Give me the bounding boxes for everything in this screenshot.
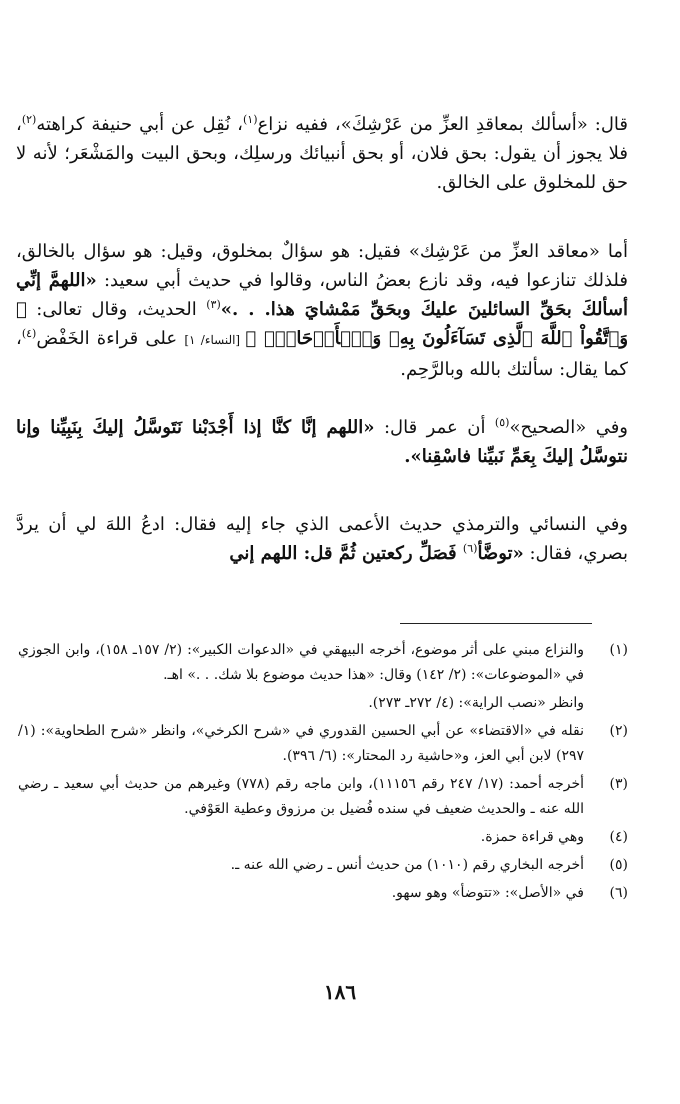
- footnote-marker: (٥): [494, 416, 510, 429]
- footnote-text: في «الأصل»: «تتوضأ» وهو سهو.: [391, 885, 584, 901]
- footnote-2: [18, 719, 628, 769]
- paragraph-2: [16, 237, 628, 384]
- text-run: أما «معاقد العزِّ من عَرْشِك» فقيل: هو سؤالٌ بمخلوق، وقيل: هو سؤال بالخالق، فلذلك تنازعوا فيه، وقد نازع بعضُ الناس، وقالوا في حديث أبي سعيد:: [16, 241, 628, 291]
- footnote-1: [18, 638, 628, 688]
- footnote-number: (٤): [609, 829, 628, 845]
- page-number: ١٨٦: [323, 980, 357, 1004]
- quoted-text: «اللهمَّ إنِّي أسألكَ بحَقِّ السائلينَ عليكَ وبحَقِّ مَمْشايَ هذا. . .»: [16, 270, 628, 320]
- footnote-text: أخرجه البخاري رقم (١٠١٠) من حديث أنس ـ رضي الله عنه ـ.: [230, 857, 584, 873]
- text-run: الحديث، وقال تعالى:: [26, 299, 207, 320]
- footnote-number: (٥): [609, 857, 628, 873]
- text-run: أن عمر قال:: [374, 417, 495, 438]
- quoted-text: ﴿ وَٱتَّقُواْ ٱللَّهَ ٱلَّذِى تَسَآءَلُونَ بِهِۦ وَٱلۡأَرۡحَامَۚ ﴾: [16, 299, 629, 349]
- footnote-1-extra: وانظر «نصب الراية»: (٤/ ٢٧٢ـ ٢٧٣).: [368, 695, 584, 711]
- footnote-text: نقله في «الاقتضاء» عن أبي الحسين القدوري في «شرح الكرخي»، وانظر «شرح الطحاوية»: (١/ ٢٩٧) لابن أبي العز، و«حاشية رد المحتار»: (٦/ ٣٩٦).: [18, 723, 584, 764]
- footnote-number: (٣): [609, 776, 628, 792]
- footnote-number: (٦): [609, 885, 628, 901]
- footnote-marker: (١): [242, 113, 258, 126]
- footnote-marker: (٤): [21, 327, 37, 340]
- footnote-text: وهي قراءة حمزة.: [480, 829, 584, 845]
- footnote-text: والنزاع مبني على أثر موضوع، أخرجه البيهقي في «الدعوات الكبير»: (٢/ ١٥٧ـ ١٥٨)، وابن الجوزي في «الموضوعات»: (٢/ ١٤٢) وقال: «هذا حديث موضوع بلا شك. . .» اهـ.: [18, 642, 584, 683]
- text-run: ، فلا يجوز أن يقول: بحق فلان، أو بحق أنبيائك ورسلِك، وبحق البيت والمَشْعَر؛ لأنه لا حق للمخلوق على الخالق.: [16, 114, 628, 193]
- text-run: قال: «أسألك بمعاقدِ العزِّ من عَرْشِكَ»، ففيه نزاع: [257, 114, 628, 135]
- footnote-6: [18, 881, 628, 906]
- footnotes: [18, 638, 628, 909]
- quoted-text: «اللهم إنَّا كنَّا إذا أَجْدَبْنا نَتَوسَّلُ إليكَ بِنَبِيِّنا وإنا نتوسَّلُ إليكَ بِعَمِّ نَبيِّنا فاسْقِنا».: [16, 417, 628, 467]
- footnote-5: [18, 853, 628, 878]
- text-run: وفي النسائي والترمذي حديث الأعمى الذي جاء إليه فقال: ادعُ اللهَ لي أن يردَّ بصري، فقال:: [16, 514, 628, 564]
- footnote-number: (١): [609, 642, 628, 658]
- paragraph-3: [16, 413, 628, 471]
- footnote-marker: (٢): [21, 113, 37, 126]
- quoted-text: «توضَّأ: [477, 543, 524, 564]
- paragraph-4: [16, 510, 628, 568]
- footnote-divider: [400, 623, 592, 624]
- quoted-text: فَصَلِّ ركعتين ثُمَّ قل: اللهم إني: [229, 543, 463, 564]
- footnote-3: [18, 772, 628, 822]
- footnote-marker: (٣): [206, 298, 221, 311]
- text-run: ، نُقِل عن أبي حنيفة كراهته: [36, 114, 243, 135]
- paragraph-1: [16, 110, 628, 197]
- text-run: ، كما يقال: سألتك بالله وبالرَّحِم.: [16, 328, 628, 380]
- text-run: [النساء/ ١]: [184, 333, 246, 347]
- footnote-marker: (٦): [462, 542, 478, 555]
- footnote-number: (٢): [609, 723, 628, 739]
- text-run: وفي «الصحيح»: [509, 417, 628, 438]
- footnote-4: [18, 825, 628, 850]
- text-run: على قراءة الخَفْض: [36, 328, 185, 349]
- footnote-text: أخرجه أحمد: (١٧/ ٢٤٧ رقم ١١١٥٦)، وابن ماجه رقم (٧٧٨) وغيرهم من حديث أبي سعيد ـ رضي الله عنه ـ والحديث ضعيف في سنده فُضيل بن مرزوق وعطية العَوْفي.: [18, 776, 584, 817]
